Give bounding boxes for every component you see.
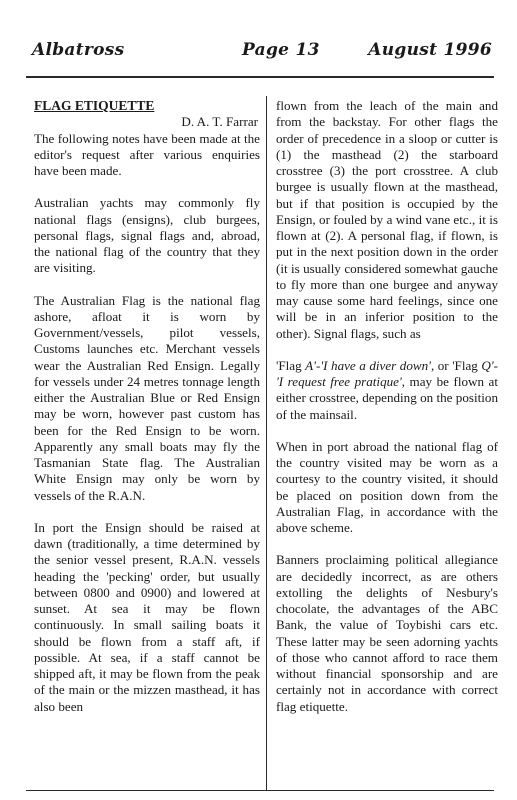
column-divider [266,96,267,790]
footer-rule [26,790,494,791]
paragraph: Banners proclaiming political allegiance are decidedly incorrect, as are others extolling the delights of Nesbury's chocolate, the advantages of the ABC Bank, the value of Toybishi cars etc. These latter may be seen adorning yachts of those who cannot afford to race them without financial sponsorship and are certainly not in accordance with correct flag etiquette. [276,552,498,714]
paragraph: Australian yachts may commonly fly national flags (ensigns), club burgees, personal flags, signal flags and, abroad, the national flag of the country that they are visiting. [34,195,260,276]
paragraph: The following notes have been made at the editor's request after various enquiries have been made. [34,130,260,178]
paragraph: The Australian Flag is the national flag ashore, afloat it is worn by Government/vessels, pilot vessels, Customs launches etc. Merchant vessels wear the Australian Red Ensign. Legally for vessels under 24 metres tonnage length either the Australian Blue or Red Ensign may be worn, however past custom has been for the Red Ensign to be worn. Apparently any small boats may fly the Tasmanian State flag. The Australian White Ensign may only be worn by vessels of the R.A.N. [34,292,260,503]
paragraph-signal-flags [276,358,498,423]
page-header [32,40,492,66]
flag-a-meaning: A'-'I have a diver down' [305,357,431,373]
header-rule [26,76,494,78]
issue-date: August 1996 [368,40,492,60]
right-column [276,98,498,715]
text-run: 'Flag [276,357,306,373]
paragraph: flown from the leach of the main and from the backstay. For other flags the order of precedence in a sloop or cutter is (1) the masthead (2) the starboard crosstree (3) the port crosstree. A club burgee is usually flown at the masthead, but if that position is occupied by the Ensign, or fouled by a wind vane etc., it is flown at (2). A personal flag, if flown, is put in the next position down in the order (it is usually considered somewhat gauche to fly more than one burgee and anyway may cause some hard feelings, since one will be in an inferior position to the other). Signal flags, such as [276,98,498,341]
newsletter-name: Albatross [32,40,125,60]
page-number: Page 13 [242,40,320,60]
text-run: , may be flown at either crosstree, depending on the position of the mainsail. [276,374,498,422]
text-run: , or 'Flag [430,357,482,373]
article-title: FLAG ETIQUETTE [34,98,155,113]
left-column [34,98,260,715]
article-author: D. A. T. Farrar [181,114,258,130]
paragraph: When in port abroad the national flag of the country visited may be worn as a courtesy to the country visited, it should be placed on position down from the Australian Flag, in accordance with the above scheme. [276,438,498,535]
paragraph: In port the Ensign should be raised at dawn (traditionally, a time determined by the senior vessel present, R.A.N. vessels heading the 'pecking' order, but usually between 0800 and 0900) and lowered at sunset. At sea it may be flown continuously. In small sailing boats it should be flown from a staff aft, if possible. At sea, if a staff cannot be shipped aft, it may be flown from the peak of the main or the mizzen masthead, it has also been [34,519,260,714]
flag-q-meaning: Q'-'I request free pratique' [276,357,498,389]
